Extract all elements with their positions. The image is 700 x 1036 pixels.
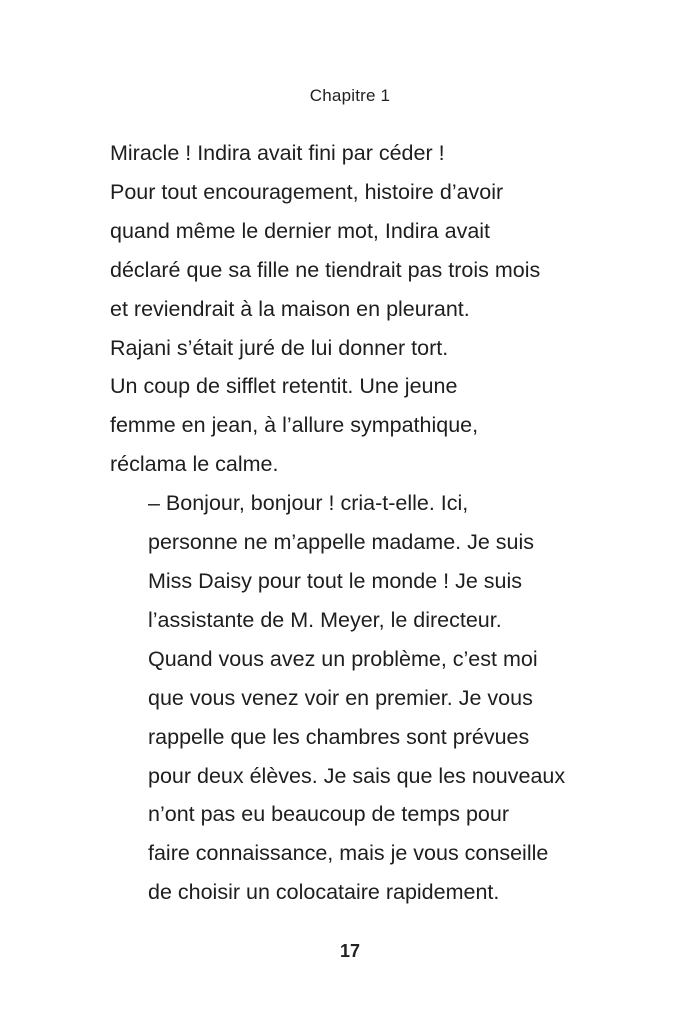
dialogue-line: que vous venez voir en premier. Je vous: [148, 685, 533, 710]
dialogue-line: de choisir un colocataire rapidement.: [148, 880, 500, 905]
text-line: Pour tout encouragement, histoire d’avoir: [110, 179, 504, 204]
dialogue-line: Quand vous avez un problème, c’est moi: [148, 646, 538, 671]
text-line: femme en jean, à l’allure sympathique,: [110, 413, 479, 438]
page-number: 17: [339, 941, 361, 961]
dialogue-line: pour deux élèves. Je sais que les nouveaux: [148, 763, 566, 788]
text-line: réclama le calme.: [110, 452, 279, 477]
dialogue-line: rappelle que les chambres sont prévues: [148, 724, 530, 749]
body-text: [110, 134, 610, 912]
text-line: Rajani s’était juré de lui donner tort.: [110, 335, 449, 360]
dialogue-line: l’assistante de M. Meyer, le directeur.: [148, 607, 502, 632]
dialogue-line: Miss Daisy pour tout le monde ! Je suis: [148, 568, 523, 593]
text-line: et reviendrait à la maison en pleurant.: [110, 296, 470, 321]
text-line: déclaré que sa fille ne tiendrait pas trois mois: [110, 257, 541, 282]
text-line: Un coup de sifflet retentit. Une jeune: [110, 374, 458, 399]
text-line: Miracle ! Indira avait fini par céder !: [110, 141, 445, 165]
chapter-heading: Chapitre 1: [309, 86, 391, 105]
dialogue-line: faire connaissance, mais je vous conseille: [148, 841, 549, 866]
dialogue-line: n’ont pas eu beaucoup de temps pour: [148, 802, 509, 827]
dialogue-line: personne ne m’appelle madame. Je suis: [148, 530, 535, 555]
dialogue-line: – Bonjour, bonjour ! cria-t-elle. Ici,: [148, 491, 469, 516]
text-line: quand même le dernier mot, Indira avait: [110, 218, 491, 243]
